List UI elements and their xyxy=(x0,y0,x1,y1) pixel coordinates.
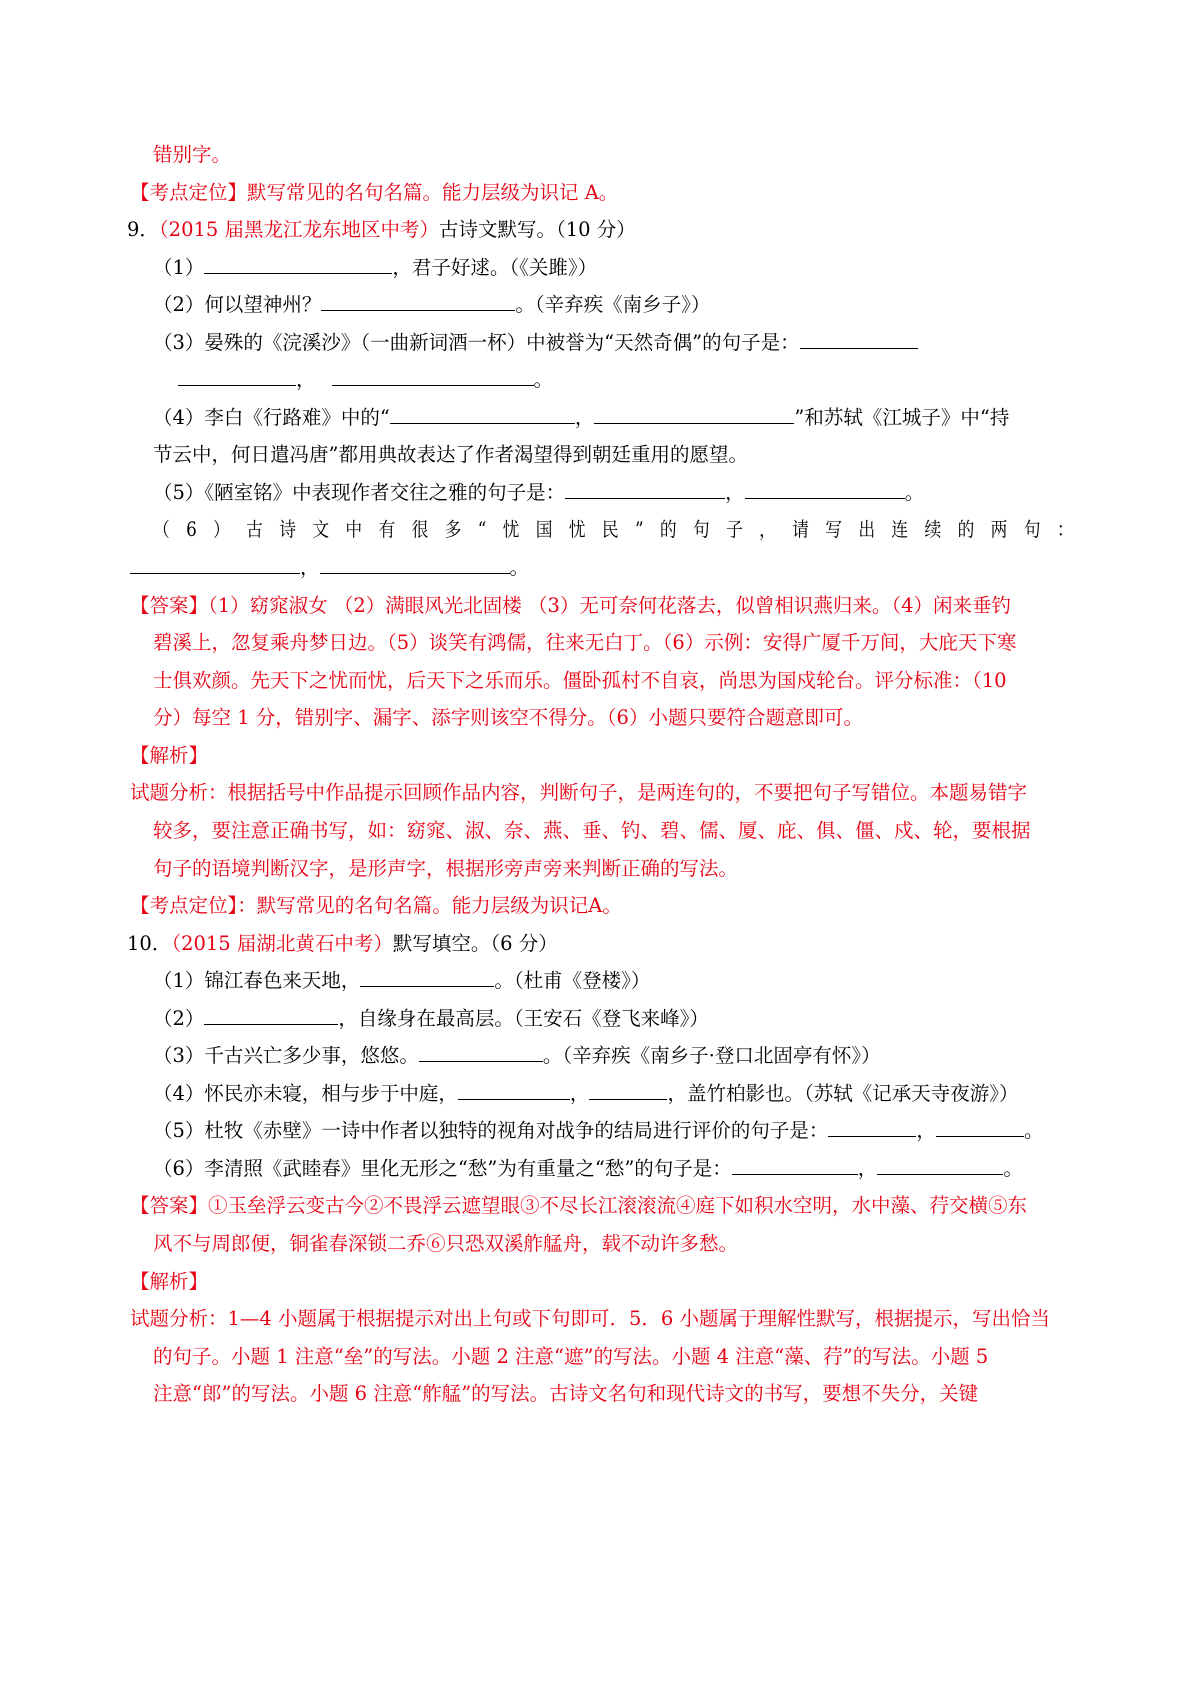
blank xyxy=(800,329,918,349)
blank xyxy=(321,291,515,311)
q9-item-3-cont xyxy=(178,366,553,394)
q9-jiexi-label: 【解析】 xyxy=(130,744,209,767)
q9-item-4-prefix: （4）李白《行路难》中的“ xyxy=(153,406,390,429)
q10-answer-text: ①玉垒浮云变古今②不畏浮云遮望眼③不尽长江滚滚流④庭下如积水空明，水中藻、荇交横⑤东 xyxy=(208,1194,1028,1217)
blank xyxy=(458,1080,570,1100)
q9-item-3-end: 。 xyxy=(533,368,554,391)
q10-item-4-comma: ， xyxy=(569,1082,590,1105)
q10-item-2-prefix: （2） xyxy=(153,1007,205,1030)
q9-analysis-line-1: 试题分析：根据括号中作品提示回顾作品内容，判断句子，是两连句的，不要把句子写错位。本题易错字 xyxy=(130,781,1028,804)
q10-item-6 xyxy=(153,1155,1023,1183)
kaodian-text: 默写常见的名句名篇。能力层级为识记 A。 xyxy=(247,181,619,204)
q10-item-2 xyxy=(153,1005,709,1033)
blank xyxy=(332,366,534,386)
blank xyxy=(745,479,905,499)
q9-item-2-suffix: 。（辛弃疾《南乡子》） xyxy=(515,293,711,316)
q9-item-1 xyxy=(153,254,597,282)
blank xyxy=(594,404,794,424)
q9-answer-line-2: 碧溪上，忽复乘舟梦日边。（5）谈笑有鸿儒，往来无白丁。（6）示例：安得广厦千万间，大庇天下寒 xyxy=(153,631,1017,654)
blank xyxy=(589,1080,667,1100)
q9-analysis-line-2: 较多，要注意正确书写，如：窈窕、淑、奈、燕、垂、钓、碧、儒、厦、庇、俱、僵、戍、轮，要根据 xyxy=(153,819,1031,842)
blank xyxy=(565,479,725,499)
q9-heading xyxy=(127,216,636,244)
q9-title: 古诗文默写。（10 分） xyxy=(439,218,636,241)
kaodian-label: 【考点定位】 xyxy=(130,894,238,917)
q10-item-5-comma: ， xyxy=(916,1119,936,1142)
q10-item-1-prefix: （1）锦江春色来天地， xyxy=(153,969,361,992)
q9-analysis-line-3: 句子的语境判断汉字，是形声字，根据形旁声旁来判断正确的写法。 xyxy=(153,857,739,880)
kaodian-text: ：默写常见的名句名篇。能力层级为识记A。 xyxy=(237,894,622,917)
blank xyxy=(936,1117,1024,1137)
q9-item-1-prefix: （1） xyxy=(153,256,205,279)
blank xyxy=(320,554,510,574)
blank xyxy=(732,1155,858,1175)
blank xyxy=(204,1005,338,1025)
q10-item-1 xyxy=(153,967,650,995)
q10-source: （2015 届湖北黄石中考） xyxy=(171,932,393,955)
q9-item-4-comma: ， xyxy=(574,406,595,429)
q10-item-6-comma: ， xyxy=(857,1157,878,1180)
q10-item-5 xyxy=(153,1117,1043,1145)
q10-item-3-suffix: 。（辛弃疾《南乡子·登口北固亭有怀》） xyxy=(542,1044,881,1067)
q9-answer-line-4: 分）每空 1 分，错别字、漏字、添字则该空不得分。（6）小题只要符合题意即可。 xyxy=(153,706,863,729)
q9-item-6-comma: ， xyxy=(300,556,320,579)
q10-item-5-end: 。 xyxy=(1023,1119,1044,1142)
q10-item-4 xyxy=(153,1080,1018,1108)
q10-heading xyxy=(127,930,558,958)
q10-item-4-prefix: （4）怀民亦未寝，相与步于中庭， xyxy=(153,1082,458,1105)
blank xyxy=(419,1042,543,1062)
q10-title: 默写填空。（6 分） xyxy=(392,932,558,955)
q9-source: （2015 届黑龙江龙东地区中考） xyxy=(158,218,439,241)
blank xyxy=(130,554,300,574)
q9-item-3-prefix: （3）晏殊的《浣溪沙》（一曲新词酒一杯）中被誉为“天然奇偶”的句子是： xyxy=(153,331,800,354)
q9-item-3 xyxy=(153,329,918,357)
q10-item-2-suffix: ，自缘身在最高层。（王安石《登飞来峰》） xyxy=(338,1007,709,1030)
q9-item-4-cont: 节云中，何日遣冯唐”都用典故表达了作者渴望得到朝廷重用的愿望。 xyxy=(153,443,748,466)
q10-item-6-end: 。 xyxy=(1003,1157,1023,1180)
q9-item-2 xyxy=(153,291,710,319)
blank xyxy=(178,366,296,386)
q9-answer-line-3: 士俱欢颜。先天下之忧而忧，后天下之乐而乐。僵卧孤村不自哀，尚思为国戍轮台。评分标准：（10 xyxy=(153,669,1007,692)
q9-kaodian-line xyxy=(130,892,622,920)
kaodian-label: 【考点定位】 xyxy=(130,181,248,204)
q10-answer-line-1 xyxy=(130,1192,1027,1220)
q9-item-4-suffix: ”和苏轼《江城子》中“持 xyxy=(794,406,1010,429)
q9-item-5-prefix: （5）《陋室铭》中表现作者交往之雅的句子是： xyxy=(153,481,566,504)
q8-tail-text: 错别字。 xyxy=(153,143,232,166)
blank xyxy=(828,1117,916,1137)
q9-item-6-cont xyxy=(130,554,529,582)
answer-label: 【答案】 xyxy=(130,1194,209,1217)
q9-number: 9． xyxy=(127,218,159,241)
q9-item-2-prefix: （2）何以望神州？ xyxy=(153,293,322,316)
q9-item-5-end: 。 xyxy=(904,481,925,504)
q10-item-5-prefix: （5）杜牧《赤壁》一诗中作者以独特的视角对战争的结局进行评价的句子是： xyxy=(153,1119,829,1142)
answer-label: 【答案】 xyxy=(130,594,209,617)
q10-answer-line-2: 风不与周郎便，铜雀春深锁二乔⑥只恐双溪舴艋舟，载不动许多愁。 xyxy=(153,1232,739,1255)
q9-answer-text: （1）窈窕淑女 （2）满眼风光北固楼 （3）无可奈何花落去，似曾相识燕归来。（4）闲来垂钓 xyxy=(208,594,1012,617)
q9-item-6: （6）古诗文中有很多“忧国忧民”的句子，请写出连续的两句： xyxy=(153,518,1090,541)
q10-item-3 xyxy=(153,1042,881,1070)
blank xyxy=(390,404,575,424)
q8-kaodian-line xyxy=(130,179,618,207)
blank xyxy=(877,1155,1003,1175)
q10-item-1-suffix: 。（杜甫《登楼》） xyxy=(494,969,651,992)
q10-number: 10． xyxy=(127,932,172,955)
q9-item-5-comma: ， xyxy=(725,481,745,504)
q10-analysis-line-2: 的句子。小题 1 注意“垒”的写法。小题 2 注意“遮”的写法。小题 4 注意“藻、荇”的写法。小题 5 xyxy=(153,1345,989,1368)
q10-analysis-line-3: 注意“郎”的写法。小题 6 注意“舴艋”的写法。古诗文名句和现代诗文的书写，要想不失分，关键 xyxy=(153,1382,979,1405)
q10-item-6-prefix: （6）李清照《武睦春》里化无形之“愁”为有重量之“愁”的句子是： xyxy=(153,1157,732,1180)
q9-item-6-end: 。 xyxy=(509,556,530,579)
q9-item-3-comma: ， xyxy=(296,368,316,391)
q10-jiexi-label: 【解析】 xyxy=(130,1270,209,1293)
blank xyxy=(360,967,494,987)
q9-item-5 xyxy=(153,479,924,507)
q10-item-4-suffix: ，盖竹柏影也。（苏轼《记承天寺夜游》） xyxy=(667,1082,1019,1105)
q10-analysis-line-1: 试题分析：1—4 小题属于根据提示对出上句或下句即可．5．6 小题属于理解性默写，根据提示，写出恰当 xyxy=(130,1307,1051,1330)
q9-item-1-suffix: ，君子好逑。（《关雎》） xyxy=(392,256,598,279)
blank xyxy=(204,254,392,274)
q9-answer-line-1 xyxy=(130,592,1011,620)
q10-item-3-prefix: （3）千古兴亡多少事，悠悠。 xyxy=(153,1044,419,1067)
q9-item-4 xyxy=(153,404,1009,432)
